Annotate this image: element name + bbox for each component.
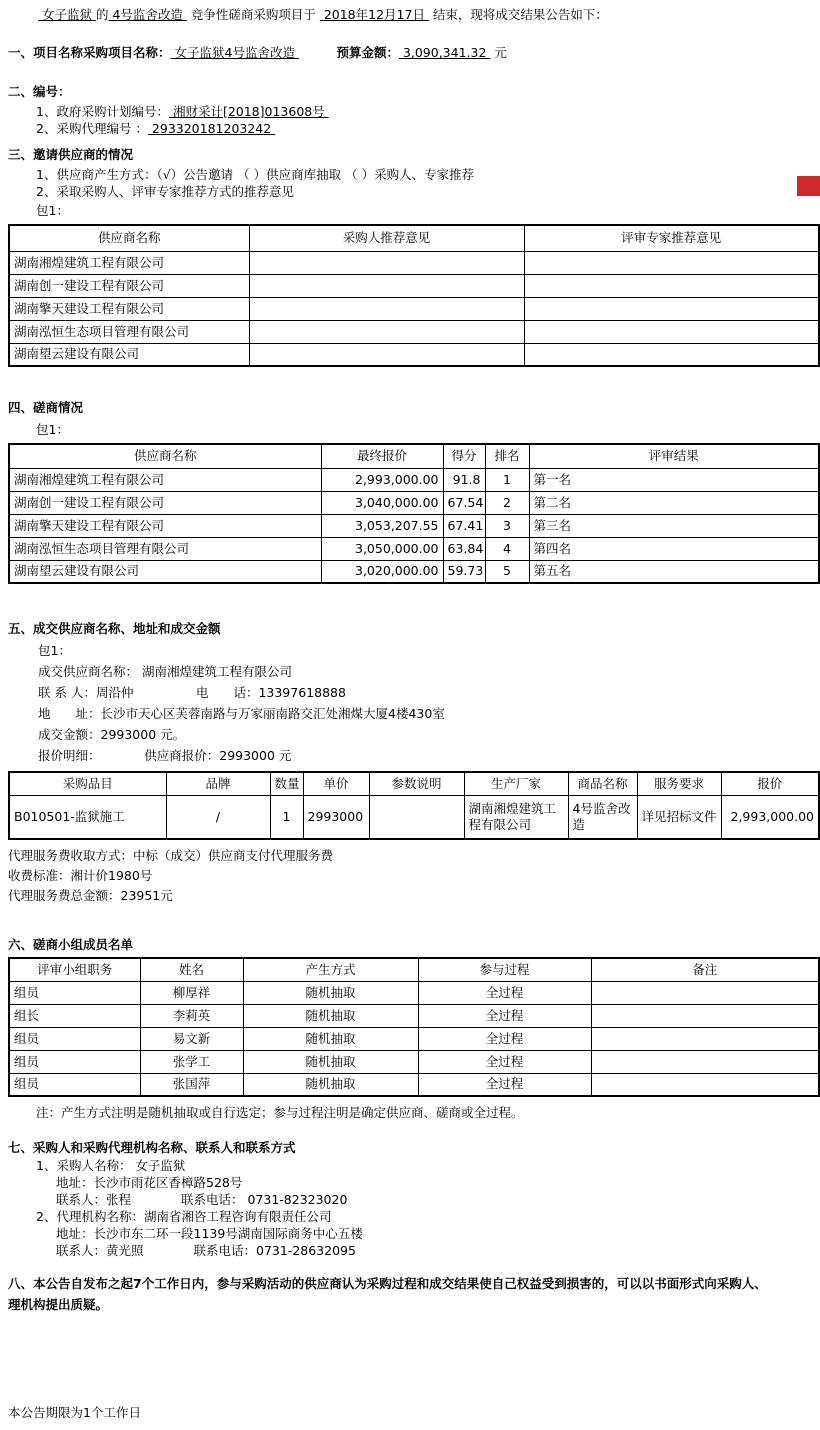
final-price-cell: 3,040,000.00 [321, 491, 443, 514]
objection-line-1: 八、本公告自发布之起7个工作日内，参与采购活动的供应商认为采购过程和成交结果使自己权益受到损害的，可以以书面形式向采购人、 [8, 1276, 767, 1291]
selection-method-cell: 随机抽取 [243, 981, 418, 1004]
remark-cell [591, 1004, 819, 1027]
package-label: 包1： [36, 203, 69, 218]
panel-role-cell: 组员 [9, 1027, 140, 1050]
agency-fee-method-line: 代理服务费收取方式：中标（成交）供应商支付代理服务费 [8, 848, 334, 863]
intro-section [8, 6, 818, 23]
selection-method-cell: 随机抽取 [243, 1073, 418, 1096]
announcement-period-line: 本公告期限为1个工作日 [8, 1405, 141, 1420]
column-header: 评审小组职务 [9, 958, 140, 981]
quantity-cell: 1 [270, 795, 303, 839]
supplier-method-line: 1、供应商产生方式：（√）公告邀请 （ ）供应商库抽取 （ ）采购人、专家推荐 [36, 167, 475, 182]
table-row [9, 251, 819, 274]
plan-number-value: 湘财采计[2018]013608号 [168, 104, 329, 119]
supplier-name-cell: 湖南擎天建设工程有限公司 [9, 514, 321, 537]
column-header: 得分 [443, 444, 485, 468]
column-header: 数量 [270, 772, 303, 795]
supplier-name-cell: 湖南望云建设有限公司 [9, 343, 249, 366]
panel-note-line: 注：产生方式注明是随机抽取或自行选定；参与过程注明是确定供应商、磋商或全过程。 [36, 1105, 524, 1120]
evaluation-result-cell: 第五名 [529, 560, 819, 583]
table-row [9, 795, 819, 839]
remark-cell [591, 1073, 819, 1096]
table-row [9, 537, 819, 560]
member-name-cell: 柳厚祥 [140, 981, 243, 1004]
panel-role-cell: 组员 [9, 981, 140, 1004]
evaluation-result-cell: 第二名 [529, 491, 819, 514]
member-name-cell: 李莉英 [140, 1004, 243, 1027]
final-price-cell: 3,020,000.00 [321, 560, 443, 583]
expert-opinion-cell [524, 251, 819, 274]
panel-role-cell: 组员 [9, 1050, 140, 1073]
table-body [9, 981, 819, 1096]
section-objection-notice [8, 1273, 818, 1315]
column-header: 最终报价 [321, 444, 443, 468]
table-body [9, 468, 819, 583]
buyer-contact-line: 联系人：张程 联系电话： 0731-82323020 [56, 1192, 348, 1207]
selection-method-cell: 随机抽取 [243, 1050, 418, 1073]
table-header-row [9, 444, 819, 468]
column-header: 生产厂家 [464, 772, 568, 795]
column-header: 评审专家推荐意见 [524, 225, 819, 251]
buyer-opinion-cell [249, 320, 524, 343]
section-contacts [8, 1139, 818, 1259]
score-cell: 91.8 [443, 468, 485, 491]
participation-cell: 全过程 [418, 981, 591, 1004]
column-header: 品牌 [166, 772, 270, 795]
column-header: 排名 [485, 444, 529, 468]
intro-text: 竞争性磋商采购项目于 [186, 7, 320, 22]
project-name-line [8, 44, 818, 61]
buyer-opinion-cell [249, 274, 524, 297]
intro-line [8, 6, 818, 23]
agency-number-value: 293320181203242 [147, 121, 276, 136]
rank-cell: 3 [485, 514, 529, 537]
table-body [9, 251, 819, 366]
budget-label: 预算金额： [336, 45, 399, 60]
quote-cell: 2,993,000.00 [721, 795, 819, 839]
expert-opinion-cell [524, 297, 819, 320]
package-label: 包1： [36, 422, 69, 437]
parameter-cell [369, 795, 464, 839]
section-project-name [8, 44, 818, 61]
table-row [9, 320, 819, 343]
consultation-result-table [8, 443, 820, 584]
supplier-name-cell: 湖南望云建设有限公司 [9, 560, 321, 583]
evaluation-result-cell: 第四名 [529, 537, 819, 560]
member-name-cell: 张国萍 [140, 1073, 243, 1096]
participation-cell: 全过程 [418, 1050, 591, 1073]
plan-number-label: 1、政府采购计划编号： [36, 104, 169, 119]
intro-text: 结束，现将成交结果公告如下： [428, 7, 608, 22]
column-header: 报价 [721, 772, 819, 795]
final-price-cell: 3,053,207.55 [321, 514, 443, 537]
column-header: 单价 [303, 772, 369, 795]
plan-number-line [36, 103, 818, 120]
evaluation-result-cell: 第三名 [529, 514, 819, 537]
rank-cell: 2 [485, 491, 529, 514]
panel-members-table [8, 957, 820, 1097]
remark-cell [591, 981, 819, 1004]
budget-value: 3,090,341.32 [398, 45, 491, 60]
table-row [9, 1073, 819, 1096]
expert-opinion-cell [524, 274, 819, 297]
rank-cell: 1 [485, 468, 529, 491]
buyer-opinion-cell [249, 297, 524, 320]
table-row [9, 343, 819, 366]
column-header: 服务要求 [637, 772, 721, 795]
buyer-name-line: 1、采购人名称： 女子监狱 [36, 1158, 186, 1173]
project-owner-value: 女子监狱 [38, 7, 96, 22]
agency-address-line: 地址：长沙市东二环一段1139号湖南国际商务中心五楼 [56, 1226, 363, 1241]
table-row [9, 297, 819, 320]
column-header: 参与过程 [418, 958, 591, 981]
final-price-cell: 2,993,000.00 [321, 468, 443, 491]
score-cell: 67.41 [443, 514, 485, 537]
quote-detail-table [8, 771, 820, 840]
spacer [299, 45, 337, 60]
table-row [9, 491, 819, 514]
participation-cell: 全过程 [418, 1027, 591, 1050]
intro-text: 的 [95, 7, 109, 22]
project-name-label: 一、项目名称采购项目名称： [8, 45, 171, 60]
table-row [9, 1050, 819, 1073]
selection-method-cell: 随机抽取 [243, 1004, 418, 1027]
section-heading: 三、邀请供应商的情况 [8, 147, 134, 162]
section-consultation [8, 399, 818, 584]
table-row [9, 468, 819, 491]
brand-cell: / [166, 795, 270, 839]
section-heading: 七、采购人和采购代理机构名称、联系人和联系方式 [8, 1140, 296, 1155]
table-row [9, 1004, 819, 1027]
section-invited-suppliers [8, 146, 818, 367]
package-label: 包1： [38, 643, 71, 658]
supplier-name-cell: 湖南湘煌建筑工程有限公司 [9, 251, 249, 274]
table-row [9, 1027, 819, 1050]
panel-role-cell: 组长 [9, 1004, 140, 1027]
quote-detail-line: 报价明细： 供应商报价：2993000 元 [38, 748, 292, 763]
column-header: 评审结果 [529, 444, 819, 468]
column-header: 商品名称 [568, 772, 637, 795]
column-header: 产生方式 [243, 958, 418, 981]
invited-suppliers-table [8, 224, 820, 367]
section-heading: 六、磋商小组成员名单 [8, 937, 134, 952]
table-row [9, 274, 819, 297]
agency-fee-total-line: 代理服务费总金额：23951元 [8, 888, 173, 903]
score-cell: 59.73 [443, 560, 485, 583]
service-requirement-cell: 详见招标文件 [637, 795, 721, 839]
supplier-name-cell: 湖南泓恒生态项目管理有限公司 [9, 537, 321, 560]
selection-method-cell: 随机抽取 [243, 1027, 418, 1050]
agency-number-line [36, 120, 818, 137]
expert-opinion-cell [524, 343, 819, 366]
column-header: 采购人推荐意见 [249, 225, 524, 251]
participation-cell: 全过程 [418, 1073, 591, 1096]
address-line: 地 址：长沙市天心区芙蓉南路与万家丽南路交汇处湘煤大厦4楼430室 [38, 706, 445, 721]
evaluation-result-cell: 第一名 [529, 468, 819, 491]
agency-number-label: 2、采购代理编号 ： [36, 121, 148, 136]
procurement-item-cell: B010501-监狱施工 [9, 795, 166, 839]
section-heading: 二、编号： [8, 84, 71, 99]
column-header: 供应商名称 [9, 225, 249, 251]
buyer-opinion-cell [249, 251, 524, 274]
end-date-value: 2018年12月17日 [319, 7, 429, 22]
column-header: 备注 [591, 958, 819, 981]
member-name-cell: 张学工 [140, 1050, 243, 1073]
deal-amount-line: 成交金额：2993000 元。 [38, 727, 186, 742]
buyer-address-line: 地址：长沙市雨花区香樟路528号 [56, 1175, 243, 1190]
product-name-cell: 4号监舍改造 [568, 795, 637, 839]
supplier-name-cell: 湖南创一建设工程有限公司 [9, 274, 249, 297]
red-annotation-box [797, 176, 820, 196]
rank-cell: 5 [485, 560, 529, 583]
fee-standard-line: 收费标准：湘计价1980号 [8, 868, 153, 883]
panel-role-cell: 组员 [9, 1073, 140, 1096]
participation-cell: 全过程 [418, 1004, 591, 1027]
winner-name-line: 成交供应商名称： 湖南湘煌建筑工程有限公司 [38, 664, 292, 679]
table-row [9, 560, 819, 583]
table-row [9, 981, 819, 1004]
objection-line-2: 理机构提出质疑。 [8, 1297, 109, 1312]
section-panel-members [8, 936, 818, 1121]
supplier-name-cell: 湖南擎天建设工程有限公司 [9, 297, 249, 320]
member-name-cell: 易文新 [140, 1027, 243, 1050]
section-numbers [8, 83, 818, 137]
table-header-row [9, 225, 819, 251]
rank-cell: 4 [485, 537, 529, 560]
supplier-name-cell: 湖南泓恒生态项目管理有限公司 [9, 320, 249, 343]
table-row [9, 514, 819, 537]
table-body [9, 795, 819, 839]
recommend-opinion-line: 2、采取采购人、评审专家推荐方式的推荐意见 [36, 184, 294, 199]
score-cell: 67.54 [443, 491, 485, 514]
footer-section [8, 1404, 818, 1421]
agency-contact-line: 联系人：黄光照 联系电话：0731-28632095 [56, 1243, 356, 1258]
buyer-opinion-cell [249, 343, 524, 366]
remark-cell [591, 1050, 819, 1073]
project-name-field: 女子监狱4号监舍改造 [170, 45, 299, 60]
remark-cell [591, 1027, 819, 1050]
project-name-value: 4号监舍改造 [108, 7, 187, 22]
section-heading: 五、成交供应商名称、地址和成交金额 [8, 621, 221, 636]
column-header: 参数说明 [369, 772, 464, 795]
contact-phone-line: 联 系 人：周沿仲 电 话：13397618888 [38, 685, 346, 700]
table-header-row [9, 958, 819, 981]
final-price-cell: 3,050,000.00 [321, 537, 443, 560]
supplier-name-cell: 湖南湘煌建筑工程有限公司 [9, 468, 321, 491]
column-header: 采购品目 [9, 772, 166, 795]
budget-unit: 元 [490, 45, 507, 60]
column-header: 姓名 [140, 958, 243, 981]
supplier-name-cell: 湖南创一建设工程有限公司 [9, 491, 321, 514]
section-winning-supplier [8, 620, 818, 906]
agency-name-line: 2、代理机构名称：湖南省湘咨工程咨询有限责任公司 [36, 1209, 332, 1224]
expert-opinion-cell [524, 320, 819, 343]
column-header: 供应商名称 [9, 444, 321, 468]
section-heading: 四、磋商情况 [8, 400, 84, 415]
table-header-row [9, 772, 819, 795]
manufacturer-cell: 湖南湘煌建筑工程有限公司 [464, 795, 568, 839]
score-cell: 63.84 [443, 537, 485, 560]
unit-price-cell: 2993000 [303, 795, 369, 839]
